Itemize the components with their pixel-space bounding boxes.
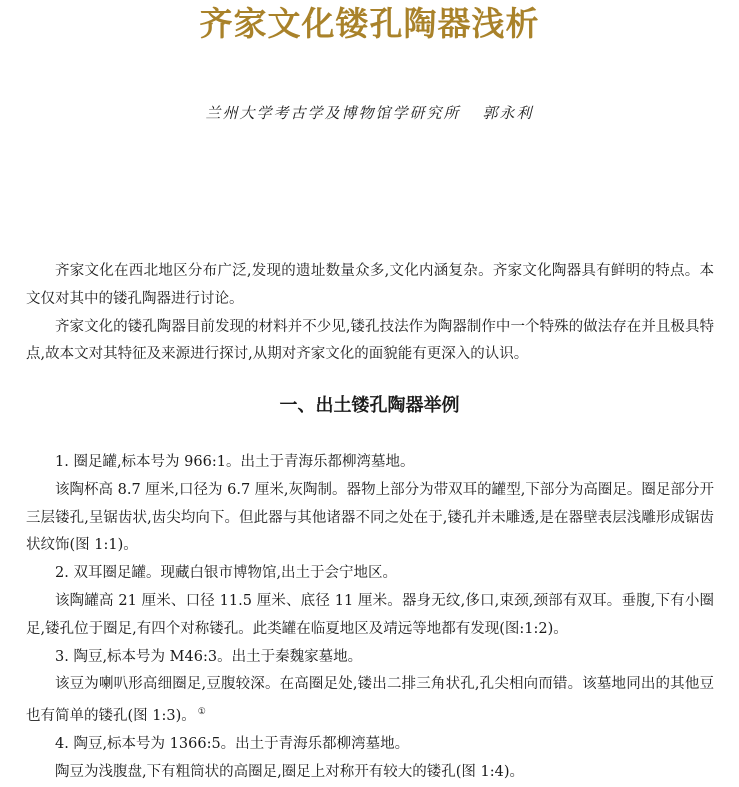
footnote-marker[interactable]: ① — [197, 707, 206, 718]
section-heading: 一、出土镂孔陶器举例 — [279, 395, 460, 416]
item-heading: 4. 陶豆,标本号为 1366:5。出土于青海乐都柳湾墓地。 — [55, 735, 410, 752]
item-heading: 3. 陶豆,标本号为 M46:3。出土于秦魏家墓地。 — [55, 648, 363, 665]
intro-paragraph: 齐家文化的镂孔陶器目前发现的材料并不少见,镂孔技法作为陶器制作中一个特殊的做法存在并且极具特点,故本文对其特征及来源进行探讨,从期对齐家文化的面貌能有更深入的认识。 — [26, 318, 714, 363]
item-description-text: 该豆为喇叭形高细圈足,豆腹较深。在高圈足处,镂出二排三角状孔,孔尖相向而错。该墓地同出的其他豆也有简单的镂孔(图 1:3)。 — [26, 676, 714, 725]
author-name: 郭永利 — [482, 104, 534, 122]
paper-title: 齐家文化镂孔陶器浅析 — [199, 4, 540, 43]
examples-section — [26, 449, 714, 787]
intro-section — [26, 258, 714, 369]
item-heading: 2. 双耳圈足罐。现藏白银市博物馆,出土于会宁地区。 — [55, 565, 398, 582]
item-heading: 1. 圈足罐,标本号为 966:1。出土于青海乐都柳湾墓地。 — [55, 454, 415, 470]
item-description — [26, 671, 714, 731]
intro-paragraph: 齐家文化在西北地区分布广泛,发现的遗址数量众多,文化内涵复杂。齐家文化陶器具有鲜明的特点。本文仅对其中的镂孔陶器进行讨论。 — [26, 263, 714, 307]
byline — [0, 102, 739, 124]
item-description: 陶豆为浅腹盘,下有粗筒状的高圈足,圈足上对称开有较大的镂孔(图 1:4)。 — [55, 763, 524, 780]
author-affiliation: 兰州大学考古学及博物馆学研究所 — [205, 104, 461, 122]
item-description: 该陶杯高 8.7 厘米,口径为 6.7 厘米,灰陶制。器物上部分为带双耳的罐型,下部分为高圈足。圈足部分开三层镂孔,呈锯齿状,齿尖均向下。但此器与其他诸器不同之处在于,镂孔并未雕透,是在器壁表层浅雕形成锯齿状纹饰(图 1:1)。 — [26, 481, 714, 554]
item-description: 该陶罐高 21 厘米、口径 11.5 厘米、底径 11 厘米。器身无纹,侈口,束颈,颈部有双耳。垂腹,下有小圈足,镂孔位于圈足,有四个对称镂孔。此类罐在临夏地区及靖远等地都有发现(图:1:2)。 — [26, 592, 714, 637]
